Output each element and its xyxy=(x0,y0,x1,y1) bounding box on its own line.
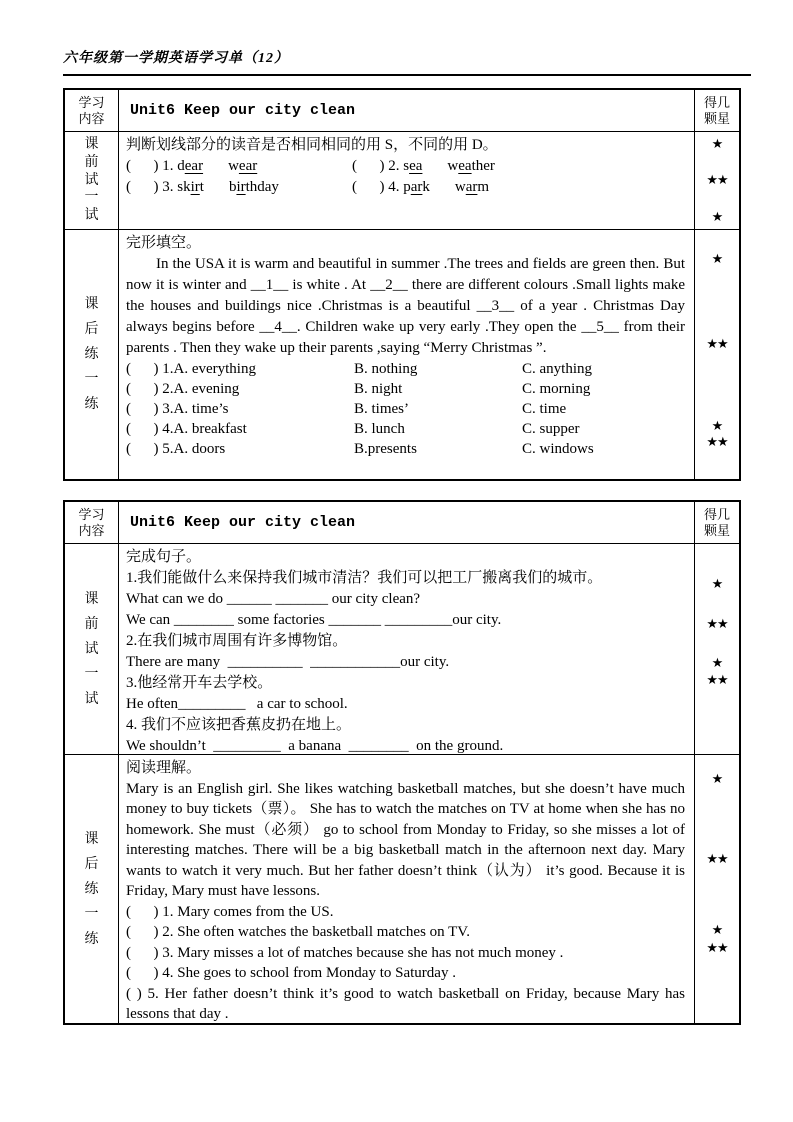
reading-question-3: ( ) 3. Mary misses a lot of matches because she has not much money . xyxy=(126,944,564,961)
star-rating: ★★ xyxy=(706,616,728,631)
stars-cell-reading xyxy=(695,755,739,1023)
sentence-line-6: 3.他经常开车去学校。 xyxy=(126,675,273,691)
stars-cell-sentences xyxy=(695,544,739,755)
cloze-title: 完形填空。 xyxy=(126,235,202,251)
cloze-option-row-4: ( ) 4.A. breakfast B. lunch C. supper xyxy=(126,421,580,437)
star-rating: ★ xyxy=(711,771,723,786)
row-label-post-practice: 课 后 练 一 练 xyxy=(65,230,119,479)
cloze-option-row-1: ( ) 1.A. everything B. nothing C. anything xyxy=(126,361,592,377)
phonics-item-2: ( ) 2. sea weather xyxy=(352,158,495,174)
cloze-option-row-5: ( ) 5.A. doors B.presents C. windows xyxy=(126,441,594,457)
sentence-line-2: What can we do ______ _______ our city clean? xyxy=(126,591,421,607)
sentence-line-5: There are many __________ ____________our city. xyxy=(126,654,450,670)
reading-question-5: ( ) 5. Her father doesn’t think it’s good to watch basketball on Friday, because Mary has lessons that day . xyxy=(126,985,685,1022)
sentence-line-1: 1.我们能做什么来保持我们城市清洁？我们可以把工厂搬离我们的城市。 xyxy=(126,570,603,586)
header-stars-cell xyxy=(695,90,739,132)
sentences-title: 完成句子。 xyxy=(126,549,202,565)
row-label-pre-test: 课 前 试 一 试 xyxy=(65,132,119,230)
underlined-part: ar xyxy=(465,179,478,195)
phonics-item-3: ( ) 3. skirt birthday xyxy=(126,179,279,195)
header-stars-line2: 颗星 xyxy=(703,522,730,538)
unit-title: Unit6 Keep our city clean xyxy=(130,514,356,531)
star-rating: ★ xyxy=(711,209,723,224)
sentence-line-8: 4. 我们不应该把香蕉皮扔在地上。 xyxy=(126,717,352,733)
table-unit6-part2 xyxy=(63,500,741,1025)
star-rating: ★ xyxy=(711,576,723,591)
star-rating: ★★ xyxy=(706,672,728,687)
reading-question-2: ( ) 2. She often watches the basketball matches on TV. xyxy=(126,924,470,940)
star-rating: ★★ xyxy=(706,940,728,955)
reading-section xyxy=(119,755,695,1023)
underlined-part: ear xyxy=(184,158,204,174)
underlined-part: ir xyxy=(236,179,246,195)
phonics-items xyxy=(126,156,685,198)
header-subject-line1: 学习 xyxy=(78,94,105,110)
star-rating: ★ xyxy=(711,655,723,670)
row-label-post-practice: 课 后 练 一 练 xyxy=(65,755,119,1023)
phonics-section xyxy=(119,132,695,230)
cloze-passage: In the USA it is warm and beautiful in summer .The trees and fields are green then. But now it is winter and __1__ is white . At __2__ there are different colours .Small lights make the houses and buildings nice .Christmas is a beautiful __3__ of a year . Christmas Day always begins before __4__. Children wake up very early .They open the __5__ from their parents . Then they wake up their parents ,saying “Merry Christmas ”. xyxy=(126,256,685,356)
sentence-line-9: We shouldn’t _________ a banana ________ on the ground. xyxy=(126,738,504,754)
header-subject-line2: 内容 xyxy=(78,522,105,538)
cloze-option-row-2: ( ) 2.A. evening B. night C. morning xyxy=(126,381,591,397)
phonics-item-1: ( ) 1. dear wear xyxy=(126,158,258,174)
underlined-part: ea xyxy=(409,158,423,174)
sentence-completion-section xyxy=(119,544,695,755)
header-stars-line2: 颗星 xyxy=(703,110,730,126)
sentence-line-4: 2.在我们城市周围有许多博物馆。 xyxy=(126,633,348,649)
star-rating: ★ xyxy=(711,251,723,266)
header-subject-line1: 学习 xyxy=(78,506,105,522)
underlined-part: ear xyxy=(238,158,258,174)
star-rating: ★★ xyxy=(706,172,728,187)
table-unit6-part1 xyxy=(63,88,741,481)
header-stars-line1: 得几 xyxy=(703,94,730,110)
stars-cell-cloze xyxy=(695,230,739,479)
header-subject-cell xyxy=(65,90,119,132)
phonics-item-4: ( ) 4. park warm xyxy=(352,179,490,195)
star-rating: ★ xyxy=(711,922,723,937)
unit-title-cell xyxy=(119,502,695,544)
header-stars-cell xyxy=(695,502,739,544)
star-rating: ★★ xyxy=(706,851,728,866)
row-label-pre-test: 课 前 试 一 试 xyxy=(65,544,119,755)
star-rating: ★ xyxy=(711,418,723,433)
cloze-section xyxy=(119,230,695,479)
star-rating: ★★ xyxy=(706,434,728,449)
underlined-part: ir xyxy=(190,179,200,195)
stars-cell-phonics xyxy=(695,132,739,230)
star-rating: ★★ xyxy=(706,336,728,351)
sentence-line-7: He often_________ a car to school. xyxy=(126,696,348,712)
reading-title: 阅读理解。 xyxy=(126,760,202,776)
reading-question-1: ( ) 1. Mary comes from the US. xyxy=(126,903,334,920)
underlined-part: ea xyxy=(458,158,472,174)
header-subject-cell xyxy=(65,502,119,544)
reading-question-4: ( ) 4. She goes to school from Monday to Saturday . xyxy=(126,965,456,981)
underlined-part: ar xyxy=(410,179,423,195)
phonics-title: 判断划线部分的读音是否相同相同的用 S，不同的用 D。 xyxy=(126,137,498,153)
star-rating: ★ xyxy=(711,136,723,151)
unit-title-cell xyxy=(119,90,695,132)
sentence-line-3: We can ________ some factories _______ _________our city. xyxy=(126,612,502,628)
unit-title: Unit6 Keep our city clean xyxy=(130,102,356,119)
reading-passage: Mary is an English girl. She likes watching basketball matches, but she doesn’t have much money to buy tickets（票）。 She has to watch the matches on TV at home when she has no homework. She must（必须） go to school from Monday to Friday, so she misses a lot of interesting matches. There will be a big basketball match in the afternoon next day. Mary wants to watch it very much. But her father doesn’t think（认为） it’s good. Because it is Friday, Mary must have lessons. xyxy=(126,780,685,899)
header-subject-line2: 内容 xyxy=(78,110,105,126)
worksheet-title: 六年级第一学期英语学习单（12） xyxy=(63,47,751,76)
cloze-option-row-3: ( ) 3.A. time’s B. times’ C. time xyxy=(126,401,567,417)
cloze-options xyxy=(126,359,685,459)
header-stars-line1: 得几 xyxy=(703,506,730,522)
